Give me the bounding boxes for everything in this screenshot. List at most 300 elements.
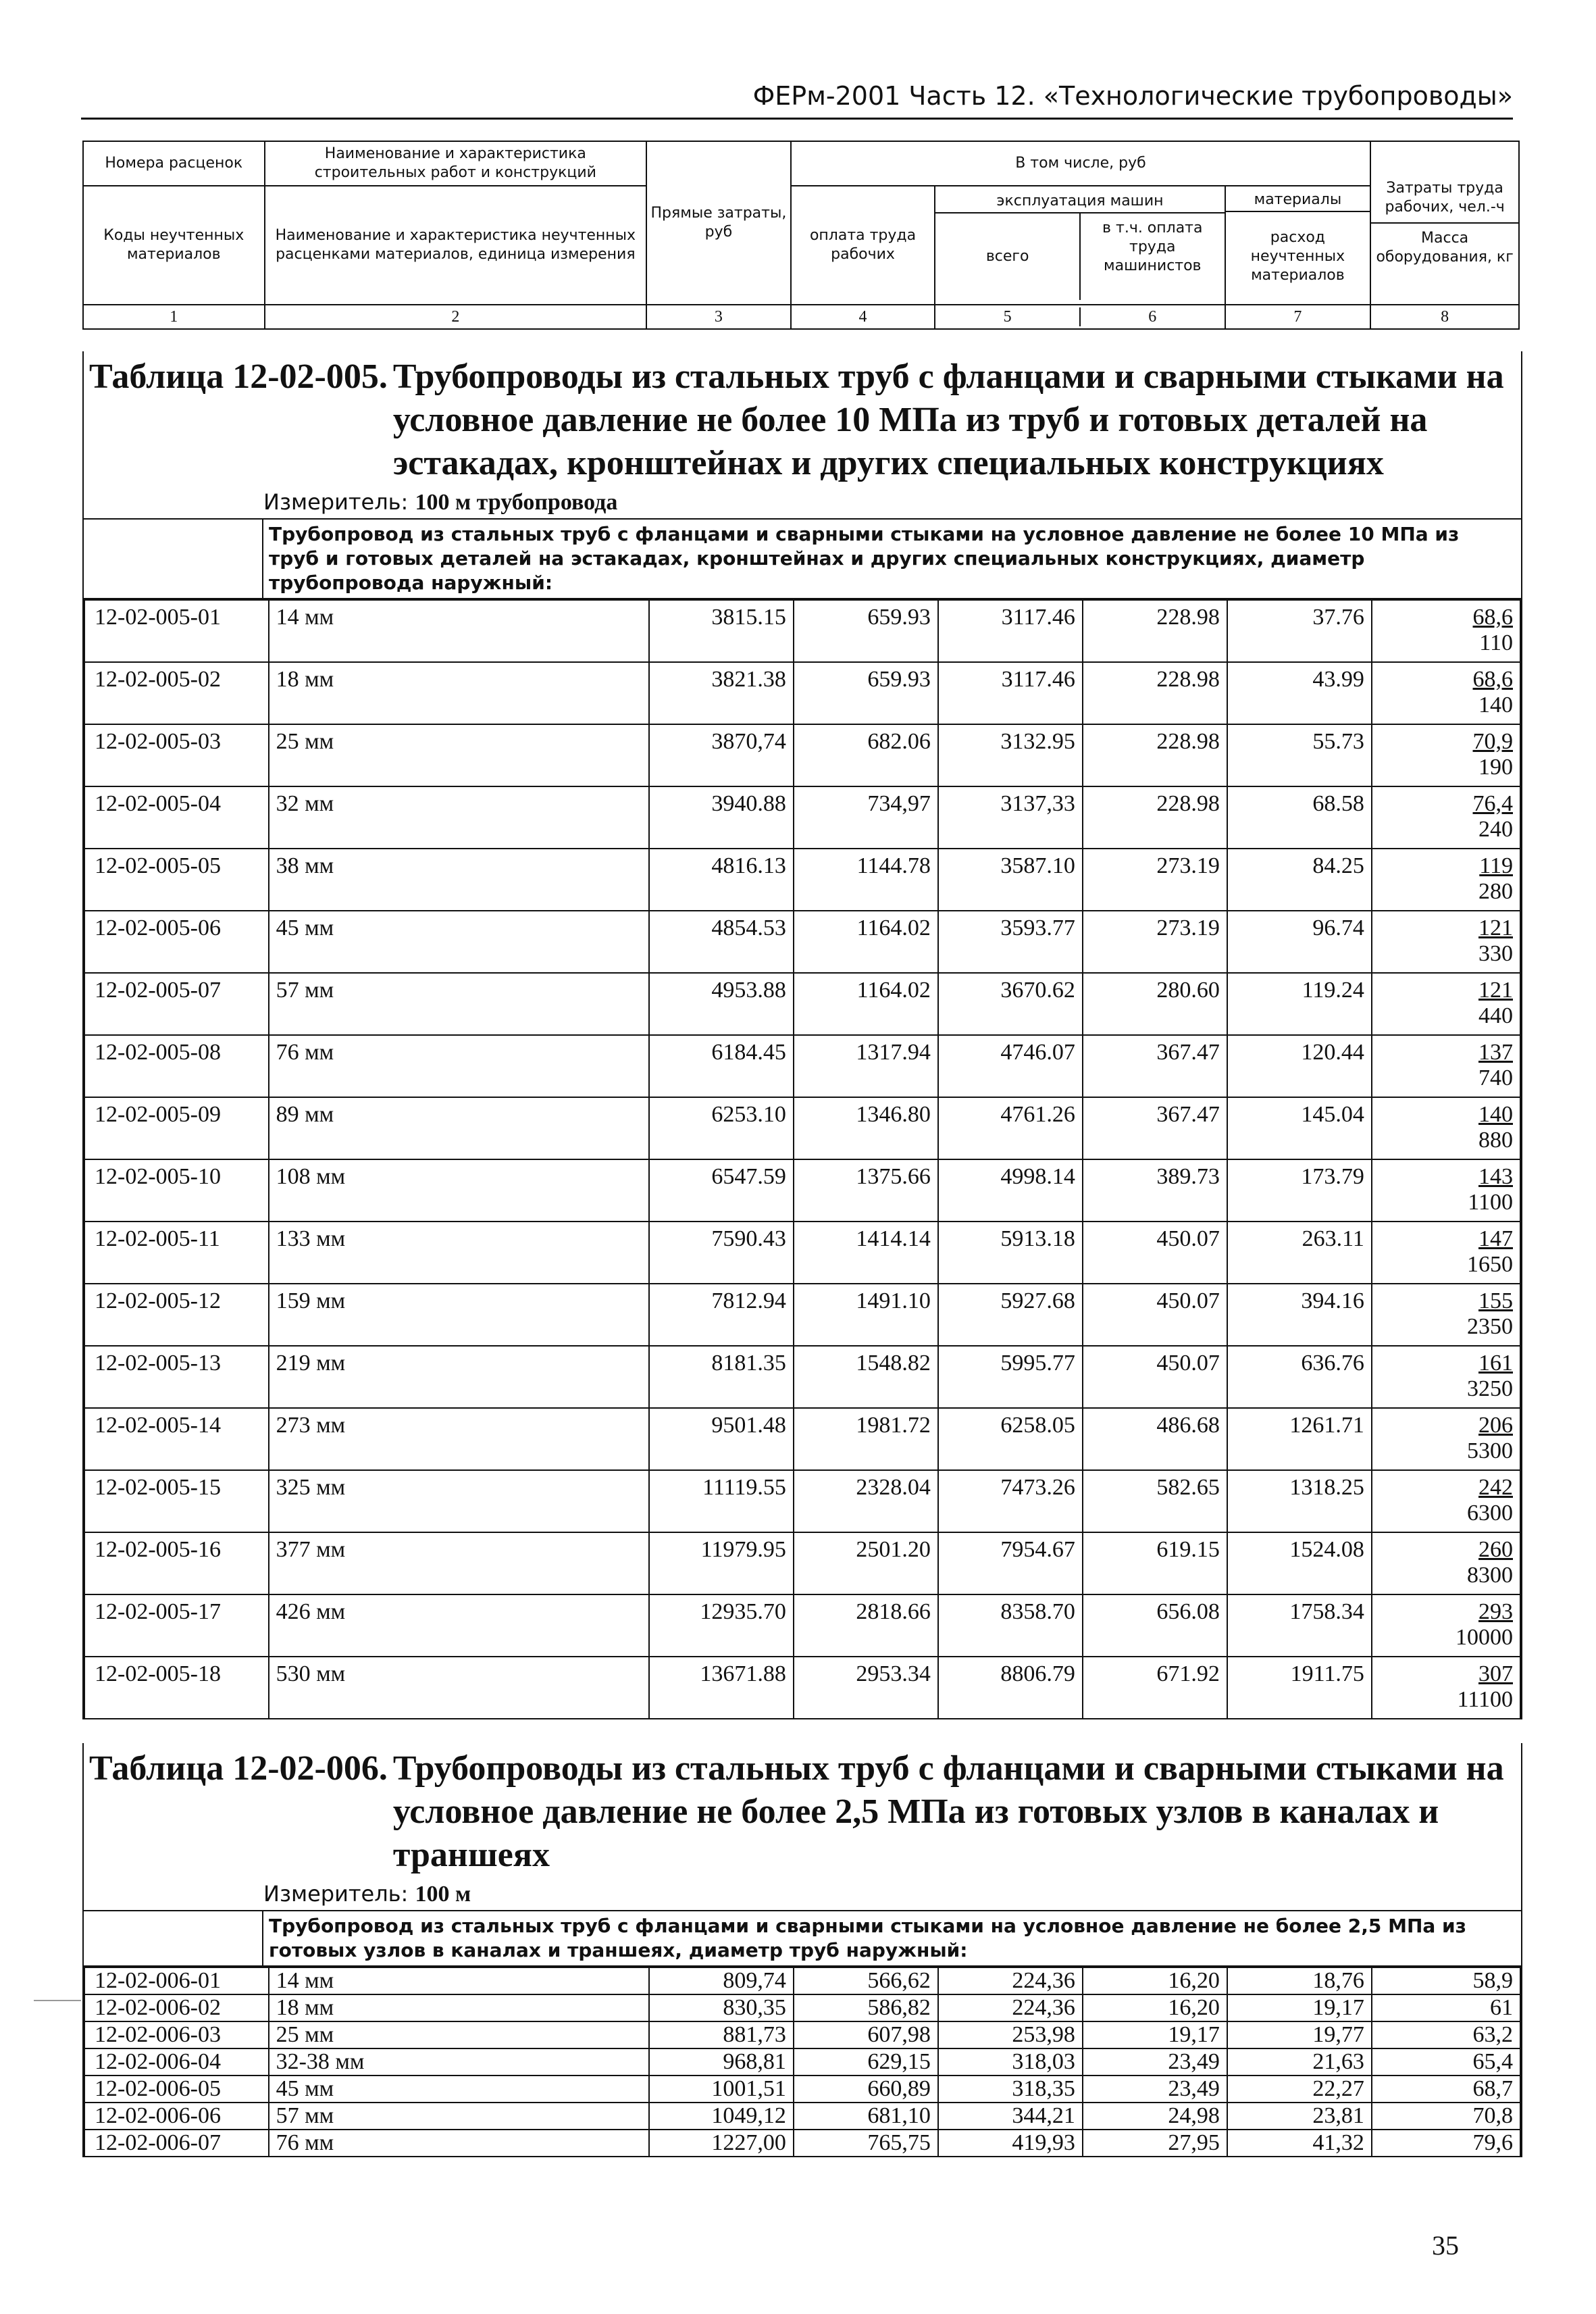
table-cell: 586,82: [794, 1994, 938, 2021]
table-cell: 228.98: [1083, 662, 1227, 724]
equipment-mass: 110: [1479, 630, 1513, 655]
header-col3: Прямые затраты, руб: [646, 141, 791, 305]
table-row: [84, 1284, 1520, 1346]
table1-title-text: Трубопроводы из стальных труб с фланцами и сварными стыками на условное давление не более 10 МПа из труб и готовых деталей на эстакадах, кронштейнах и других специальных конструкциях: [392, 357, 1504, 482]
measure-label: Измеритель:: [263, 489, 409, 515]
table-cell: 70,8: [1372, 2103, 1520, 2130]
labor-hours: 68,6: [1472, 667, 1513, 692]
equipment-mass: 1100: [1468, 1190, 1513, 1215]
table-cell: 486.68: [1083, 1408, 1227, 1470]
col-number: 8: [1370, 305, 1519, 329]
table-cell: 273.19: [1083, 911, 1227, 973]
table-cell: 68.58: [1227, 786, 1372, 849]
header-col2-top: Наименование и характеристика строительных работ и конструкций: [265, 141, 647, 186]
labor-hours: 161: [1478, 1351, 1513, 1376]
table-cell: 3132.95: [938, 724, 1083, 786]
table-row: [84, 1035, 1520, 1097]
table-cell: 394.16: [1227, 1284, 1372, 1346]
table-cell: 57 мм: [269, 2103, 649, 2130]
labor-hours: 121: [1478, 915, 1513, 940]
table-row: [84, 786, 1520, 849]
table-cell: 3670.62: [938, 973, 1083, 1035]
table-cell: 12-02-006-05: [84, 2076, 269, 2103]
table-cell: 11979.95: [649, 1532, 794, 1594]
col-number: 4: [791, 305, 935, 329]
table1-description: Трубопровод из стальных труб с фланцами и сварными стыками на условное давление не более 10 МПа из труб и готовых деталей на эстакадах, кронштейнах и других специальных конструкциях, диаметр трубопровода наружный:: [269, 523, 1460, 594]
table-cell: 582.65: [1083, 1470, 1227, 1532]
table-cell: 1049,12: [649, 2103, 794, 2130]
measure-value: 100 м: [415, 1882, 471, 1907]
table-cell: 6258.05: [938, 1408, 1083, 1470]
table-cell: 18 мм: [269, 662, 649, 724]
col-number-pair: [935, 305, 1225, 329]
table-cell: 450.07: [1083, 1284, 1227, 1346]
table-cell: 968,81: [649, 2048, 794, 2076]
table-cell: 765,75: [794, 2130, 938, 2157]
table-cell: [1372, 1470, 1520, 1532]
table-cell: 12-02-005-12: [84, 1284, 269, 1346]
equipment-mass: 2350: [1467, 1314, 1513, 1339]
table-cell: 8806.79: [938, 1657, 1083, 1719]
table-cell: 734,97: [794, 786, 938, 849]
table-cell: 629,15: [794, 2048, 938, 2076]
equipment-mass: 140: [1478, 693, 1513, 718]
col-number: 5: [935, 307, 1081, 326]
table-cell: [1372, 1222, 1520, 1284]
labor-hours: 307: [1478, 1661, 1513, 1686]
table-cell: 145.04: [1227, 1097, 1372, 1159]
table-cell: 76 мм: [269, 1035, 649, 1097]
table-cell: 13671.88: [649, 1657, 794, 1719]
table-cell: 25 мм: [269, 2021, 649, 2048]
table2-title-text: Трубопроводы из стальных труб с фланцами и сварными стыками на условное давление не более 2,5 МПа из готовых узлов в каналах и траншеях: [392, 1749, 1504, 1874]
table-cell: 3117.46: [938, 600, 1083, 662]
labor-hours: 143: [1478, 1164, 1513, 1189]
table-cell: 19,77: [1227, 2021, 1372, 2048]
table-cell: 23,81: [1227, 2103, 1372, 2130]
page-number: 35: [1432, 2230, 1459, 2261]
header-col6: в т.ч. оплата труда машинистов: [1102, 220, 1203, 274]
table-cell: 3587.10: [938, 849, 1083, 911]
table2-title: [84, 1743, 1521, 1877]
table-cell: [1372, 1284, 1520, 1346]
table-cell: 318,03: [938, 2048, 1083, 2076]
table-cell: 12-02-005-04: [84, 786, 269, 849]
table1-measure: [84, 485, 1521, 520]
table-cell: 325 мм: [269, 1470, 649, 1532]
table-cell: 68,7: [1372, 2076, 1520, 2103]
table-cell: 173.79: [1227, 1159, 1372, 1222]
table-cell: [1372, 786, 1520, 849]
table2-description-row: [84, 1911, 1521, 1967]
table1-title: [84, 351, 1521, 485]
table-cell: 671.92: [1083, 1657, 1227, 1719]
table-cell: 1227,00: [649, 2130, 794, 2157]
table-cell: 12-02-005-02: [84, 662, 269, 724]
table-cell: 7590.43: [649, 1222, 794, 1284]
table-cell: 5927.68: [938, 1284, 1083, 1346]
table-cell: 12935.70: [649, 1594, 794, 1657]
table-cell: 3940.88: [649, 786, 794, 849]
table-cell: 79,6: [1372, 2130, 1520, 2157]
table-cell: 3117.46: [938, 662, 1083, 724]
table-cell: 5913.18: [938, 1222, 1083, 1284]
table-cell: 1414.14: [794, 1222, 938, 1284]
table-cell: 1261.71: [1227, 1408, 1372, 1470]
labor-hours: 119: [1479, 853, 1513, 878]
equipment-mass: 11100: [1457, 1687, 1513, 1712]
table-cell: 1001,51: [649, 2076, 794, 2103]
table-cell: 3593.77: [938, 911, 1083, 973]
table-row: [84, 2130, 1520, 2157]
header-col8-top: Затраты труда рабочих, чел.-ч: [1371, 174, 1518, 224]
table-cell: 65,4: [1372, 2048, 1520, 2076]
table1-description-row: [84, 520, 1521, 599]
table-row: [84, 600, 1520, 662]
table-cell: 881,73: [649, 2021, 794, 2048]
labor-hours: 121: [1478, 978, 1513, 1003]
equipment-mass: 240: [1478, 817, 1513, 842]
table-cell: 6547.59: [649, 1159, 794, 1222]
col-number: 1: [83, 305, 265, 329]
header-col4: оплата труда рабочих: [791, 186, 935, 305]
table-cell: 344,21: [938, 2103, 1083, 2130]
table-cell: [1372, 1532, 1520, 1594]
table-cell: 2328.04: [794, 1470, 938, 1532]
col-number: 2: [265, 305, 647, 329]
table-cell: 367.47: [1083, 1035, 1227, 1097]
table-row: [84, 849, 1520, 911]
table2-block: [82, 1743, 1522, 2157]
table-cell: 119.24: [1227, 973, 1372, 1035]
table-row: [84, 1967, 1520, 1994]
table-cell: 12-02-006-07: [84, 2130, 269, 2157]
table-cell: 6253.10: [649, 1097, 794, 1159]
table-cell: 7812.94: [649, 1284, 794, 1346]
table-cell: 1491.10: [794, 1284, 938, 1346]
table-row: [84, 662, 1520, 724]
table-cell: 32 мм: [269, 786, 649, 849]
table-cell: 12-02-006-04: [84, 2048, 269, 2076]
table-cell: 12-02-006-06: [84, 2103, 269, 2130]
measure-value: 100 м трубопровода: [415, 490, 618, 515]
table-cell: 57 мм: [269, 973, 649, 1035]
table-cell: 253,98: [938, 2021, 1083, 2048]
table-cell: [1372, 1346, 1520, 1408]
table-row: [84, 2103, 1520, 2130]
table2-description: Трубопровод из стальных труб с фланцами и сварными стыками на условное давление не более 2,5 МПа из готовых узлов в каналах и траншеях, диаметр труб наружный:: [269, 1915, 1466, 1961]
header-machines-group: [935, 186, 1225, 305]
table-cell: 681,10: [794, 2103, 938, 2130]
table-cell: 14 мм: [269, 600, 649, 662]
equipment-mass: 740: [1478, 1065, 1513, 1090]
table-cell: [1372, 1159, 1520, 1222]
labor-hours: 76,4: [1472, 791, 1513, 816]
table-cell: 32-38 мм: [269, 2048, 649, 2076]
labor-hours: 242: [1478, 1475, 1513, 1500]
table-cell: 1346.80: [794, 1097, 938, 1159]
table-cell: 84.25: [1227, 849, 1372, 911]
table-row: [84, 1594, 1520, 1657]
table-cell: 809,74: [649, 1967, 794, 1994]
table-cell: 1758.34: [1227, 1594, 1372, 1657]
table-cell: 12-02-006-02: [84, 1994, 269, 2021]
table-cell: 8358.70: [938, 1594, 1083, 1657]
table-cell: 24,98: [1083, 2103, 1227, 2130]
table-cell: 76 мм: [269, 2130, 649, 2157]
table-cell: 219 мм: [269, 1346, 649, 1408]
table-row: [84, 1657, 1520, 1719]
table-cell: 45 мм: [269, 2076, 649, 2103]
equipment-mass: 280: [1478, 879, 1513, 904]
table-cell: 228.98: [1083, 786, 1227, 849]
table-cell: [1372, 724, 1520, 786]
col-number: 6: [1148, 308, 1157, 326]
table-cell: 224,36: [938, 1994, 1083, 2021]
table-cell: 55.73: [1227, 724, 1372, 786]
labor-hours: 137: [1478, 1040, 1513, 1065]
table-row: [84, 1159, 1520, 1222]
table-cell: [1372, 1594, 1520, 1657]
table-cell: 280.60: [1083, 973, 1227, 1035]
table-cell: 23,49: [1083, 2076, 1227, 2103]
table-cell: 1317.94: [794, 1035, 938, 1097]
table-cell: 12-02-005-08: [84, 1035, 269, 1097]
header-in-that: В том числе, руб: [791, 141, 1371, 186]
table-row: [84, 1346, 1520, 1408]
table-cell: 19,17: [1083, 2021, 1227, 2048]
table1-block: [82, 351, 1522, 1719]
table-cell: 530 мм: [269, 1657, 649, 1719]
table-cell: 4746.07: [938, 1035, 1083, 1097]
labor-hours: 70,9: [1472, 729, 1513, 754]
table-cell: 12-02-005-16: [84, 1532, 269, 1594]
table-cell: 12-02-005-15: [84, 1470, 269, 1532]
table-cell: [1372, 911, 1520, 973]
table-cell: [1372, 662, 1520, 724]
table-cell: 21,63: [1227, 2048, 1372, 2076]
table-cell: 1164.02: [794, 911, 938, 973]
header-col1-top: Номера расценок: [83, 141, 265, 186]
table-cell: 660,89: [794, 2076, 938, 2103]
header-machines: эксплуатация машин: [935, 191, 1224, 213]
table-cell: 1164.02: [794, 973, 938, 1035]
table-cell: 22,27: [1227, 2076, 1372, 2103]
table-cell: 450.07: [1083, 1346, 1227, 1408]
table-cell: [1372, 973, 1520, 1035]
column-header-table: [82, 141, 1520, 330]
table-cell: 16,20: [1083, 1994, 1227, 2021]
table-cell: 1318.25: [1227, 1470, 1372, 1532]
labor-hours: 147: [1478, 1226, 1513, 1251]
equipment-mass: 190: [1478, 755, 1513, 780]
labor-hours: 68,6: [1472, 605, 1513, 630]
table2-data: [84, 1967, 1521, 2157]
equipment-mass: 8300: [1467, 1563, 1513, 1588]
table-cell: 3870,74: [649, 724, 794, 786]
table-row: [84, 2076, 1520, 2103]
table-cell: 2501.20: [794, 1532, 938, 1594]
table-cell: 450.07: [1083, 1222, 1227, 1284]
table-cell: 12-02-005-09: [84, 1097, 269, 1159]
labor-hours: 155: [1478, 1288, 1513, 1313]
table-cell: 4854.53: [649, 911, 794, 973]
table-cell: 37.76: [1227, 600, 1372, 662]
table-cell: 2818.66: [794, 1594, 938, 1657]
equipment-mass: 6300: [1467, 1501, 1513, 1526]
equipment-mass: 10000: [1456, 1625, 1513, 1650]
labor-hours: 140: [1478, 1102, 1513, 1127]
col-number: 7: [1225, 305, 1371, 329]
table-cell: 12-02-005-11: [84, 1222, 269, 1284]
labor-hours: 206: [1478, 1413, 1513, 1438]
table-cell: 12-02-005-18: [84, 1657, 269, 1719]
table-cell: [1372, 1097, 1520, 1159]
header-col2-bottom: Наименование и характеристика неучтенных расценками материалов, единица измерения: [265, 186, 647, 305]
table-cell: [1372, 1408, 1520, 1470]
table-cell: [1372, 1657, 1520, 1719]
table-cell: 16,20: [1083, 1967, 1227, 1994]
table-cell: 12-02-005-10: [84, 1159, 269, 1222]
table-cell: 12-02-005-06: [84, 911, 269, 973]
table-cell: 61: [1372, 1994, 1520, 2021]
table-cell: 12-02-005-14: [84, 1408, 269, 1470]
table-cell: 12-02-006-03: [84, 2021, 269, 2048]
table-row: [84, 1222, 1520, 1284]
table-cell: 12-02-005-07: [84, 973, 269, 1035]
table-row: [84, 1470, 1520, 1532]
table-cell: 5995.77: [938, 1346, 1083, 1408]
table-cell: 4761.26: [938, 1097, 1083, 1159]
table-cell: 19,17: [1227, 1994, 1372, 2021]
table-cell: 2953.34: [794, 1657, 938, 1719]
table-cell: 12-02-006-01: [84, 1967, 269, 1994]
table-cell: 619.15: [1083, 1532, 1227, 1594]
table-cell: 607,98: [794, 2021, 938, 2048]
table-cell: 38 мм: [269, 849, 649, 911]
table-cell: 4953.88: [649, 973, 794, 1035]
table-cell: 12-02-005-13: [84, 1346, 269, 1408]
table-cell: 682.06: [794, 724, 938, 786]
table-cell: 63,2: [1372, 2021, 1520, 2048]
table-cell: 1981.72: [794, 1408, 938, 1470]
equipment-mass: 330: [1478, 941, 1513, 966]
table-cell: 108 мм: [269, 1159, 649, 1222]
table-cell: 273.19: [1083, 849, 1227, 911]
table-cell: 419,93: [938, 2130, 1083, 2157]
table-cell: 1375.66: [794, 1159, 938, 1222]
table-cell: 43.99: [1227, 662, 1372, 724]
measure-label: Измеритель:: [263, 1881, 409, 1907]
table-cell: 8181.35: [649, 1346, 794, 1408]
table-cell: 7473.26: [938, 1470, 1083, 1532]
header-col1-bottom: Коды неучтенных материалов: [83, 186, 265, 305]
running-head: ФЕРм-2001 Часть 12. «Технологические трубопроводы»: [81, 81, 1513, 120]
table1-data: [84, 599, 1521, 1719]
table-cell: 12-02-005-03: [84, 724, 269, 786]
table-cell: 133 мм: [269, 1222, 649, 1284]
table-cell: 120.44: [1227, 1035, 1372, 1097]
equipment-mass: 880: [1478, 1128, 1513, 1153]
header-materials: материалы: [1226, 189, 1370, 212]
table1-number: Таблица 12-02-005.: [89, 357, 388, 396]
margin-mark: [34, 2000, 81, 2001]
table-cell: [1372, 1035, 1520, 1097]
col-number: 3: [646, 305, 791, 329]
table-cell: 1911.75: [1227, 1657, 1372, 1719]
table-cell: 89 мм: [269, 1097, 649, 1159]
table-cell: 12-02-005-05: [84, 849, 269, 911]
table-cell: 18,76: [1227, 1967, 1372, 1994]
table-cell: 45 мм: [269, 911, 649, 973]
table-cell: 18 мм: [269, 1994, 649, 2021]
table-cell: 25 мм: [269, 724, 649, 786]
table-cell: 659.93: [794, 662, 938, 724]
table-cell: 566,62: [794, 1967, 938, 1994]
table-cell: 7954.67: [938, 1532, 1083, 1594]
equipment-mass: 440: [1478, 1003, 1513, 1028]
table-cell: 318,35: [938, 2076, 1083, 2103]
table-cell: 159 мм: [269, 1284, 649, 1346]
table-cell: 377 мм: [269, 1532, 649, 1594]
table-cell: 14 мм: [269, 1967, 649, 1994]
table2-number: Таблица 12-02-006.: [89, 1749, 388, 1788]
labor-hours: 260: [1478, 1537, 1513, 1562]
table-cell: 23,49: [1083, 2048, 1227, 2076]
table-cell: [1372, 849, 1520, 911]
table2-measure: [84, 1877, 1521, 1911]
table-cell: 12-02-005-01: [84, 600, 269, 662]
table-cell: 58,9: [1372, 1967, 1520, 1994]
table-cell: 389.73: [1083, 1159, 1227, 1222]
table-cell: 273 мм: [269, 1408, 649, 1470]
table-cell: 1548.82: [794, 1346, 938, 1408]
table-cell: 9501.48: [649, 1408, 794, 1470]
equipment-mass: 3250: [1467, 1376, 1513, 1401]
table-cell: 3815.15: [649, 600, 794, 662]
table-cell: 1524.08: [1227, 1532, 1372, 1594]
table-cell: 3821.38: [649, 662, 794, 724]
table-cell: 228.98: [1083, 600, 1227, 662]
header-col5: всего: [935, 213, 1081, 300]
table-row: [84, 1532, 1520, 1594]
table-cell: 3137,33: [938, 786, 1083, 849]
column-numbers-row: [83, 305, 1519, 329]
table-cell: 263.11: [1227, 1222, 1372, 1284]
table-cell: 636.76: [1227, 1346, 1372, 1408]
table-row: [84, 1408, 1520, 1470]
table-cell: 830,35: [649, 1994, 794, 2021]
table-cell: 659.93: [794, 600, 938, 662]
header-col8-bottom: Масса оборудования, кг: [1376, 230, 1514, 266]
table-row: [84, 973, 1520, 1035]
table-row: [84, 2048, 1520, 2076]
table-cell: 96.74: [1227, 911, 1372, 973]
table-row: [84, 724, 1520, 786]
table-row: [84, 2021, 1520, 2048]
table-cell: 426 мм: [269, 1594, 649, 1657]
table-cell: 228.98: [1083, 724, 1227, 786]
table-row: [84, 1994, 1520, 2021]
equipment-mass: 5300: [1467, 1438, 1513, 1463]
header-materials-group: [1225, 186, 1371, 305]
table-cell: 224,36: [938, 1967, 1083, 1994]
table-cell: 11119.55: [649, 1470, 794, 1532]
table-cell: 4816.13: [649, 849, 794, 911]
table-cell: [1372, 600, 1520, 662]
table-cell: 4998.14: [938, 1159, 1083, 1222]
table-cell: 1144.78: [794, 849, 938, 911]
